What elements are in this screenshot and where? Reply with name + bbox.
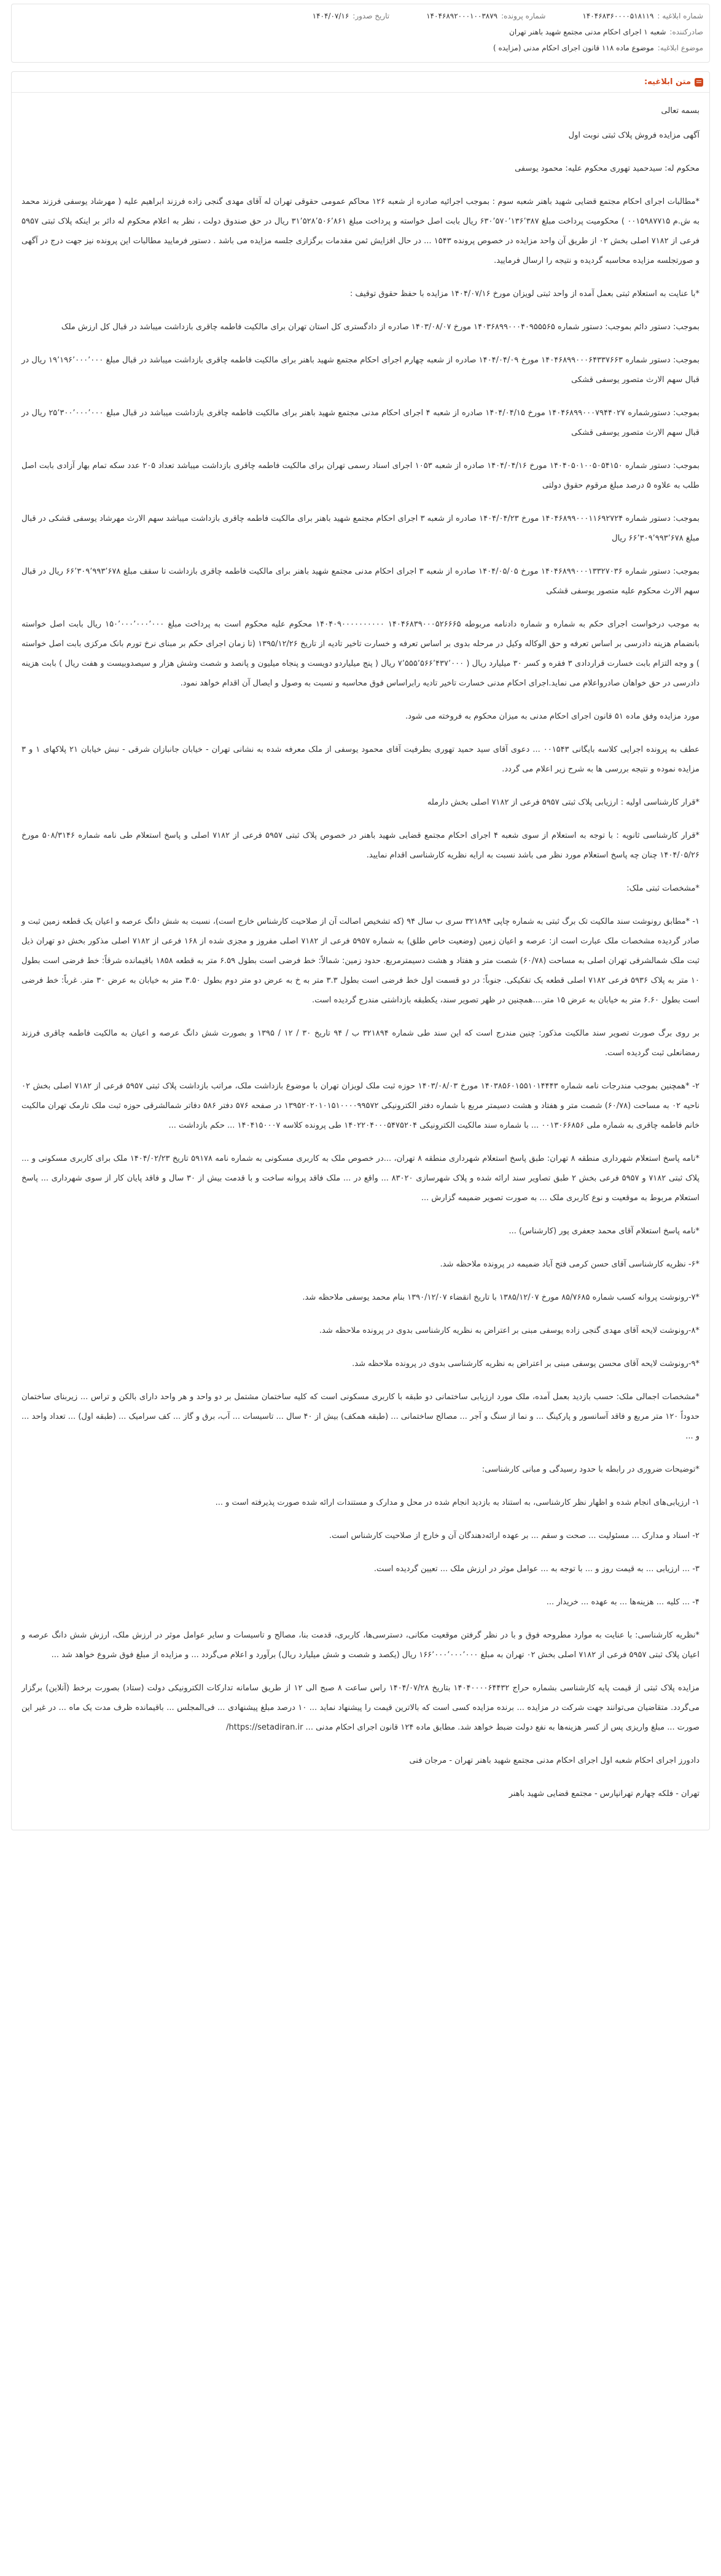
- notice-paragraph: *مشخصات ثبتی ملک:: [626, 884, 700, 893]
- notice-paragraph: به موجب درخواست اجرای حکم به شماره و شماره دادنامه مربوطه ۱۴۰۴۶۸۳۹۰۰۰۵۲۶۶۶۵ ۱۴۰۴۰۹۰۰۰۰۰۰۰۰۰۰ محکوم علیه محکوم است به پرداخت مبلغ ۱۵۰٬۰۰۰٬۰۰۰٬۰۰۰ ریال بابت اصل خواسته بانضمام هزینه دادرسی بر اساس تعرفه و حق الوکاله وکیل در مرحله بدوی بر اساس تعرفه و خسارت تاخیر تادیه از تاریخ ۱۳۹۵/۱۲/۲۶ (تا زمان اجرای حکم بر مبنای نرخ تورم بانک مرکزی بابت اصل خواسته ) و وجه التزام بابت خسارت قراردادی ۳ فقره و کسر ۳۰ میلیارد ریال ( ۷٬۵۵۵٬۵۶۶٬۴۳۷٬۰۰۰ ریال ( پنج میلیاردو دویست و پنجاه میلیون و پانصد و شصت وشش هزار و سیصدوبیست و هفت ریال ) بابت هزینه دادرسی در حق خواهان صادرواعلام می نماید.اجرای احکام مدنی خسارت تاخیر تادیه رابراساس فوق محاسبه و نسبت به وصول و ایصال آن اقدام خواهد نمود.: [21, 620, 700, 688]
- notice-paragraph: آگهی مزایده فروش پلاک ثبتی نوبت اول: [568, 131, 700, 140]
- notice-paragraph: بموجب: دستور شماره ۱۴۰۴۶۸۹۹۰۰۰۶۴۳۳۷۶۶۳ مورخ ۱۴۰۴/۰۴/۰۹ صادره از شعبه چهارم اجرای احکام مجتمع شهید باهنر برای مالکیت فاطمه چاقری بازداشت میباشد در قبال مبلغ ۱۹٬۱۹۶٬۰۰۰٬۰۰۰ ریال در قبال سهم الارث متصور یوسفی قشکی: [21, 356, 700, 384]
- notice-paragraph: بموجب: دستورشماره ۱۴۰۴۶۸۹۹۰۰۰۷۹۴۴۰۲۷ مورخ ۱۴۰۴/۰۴/۱۵ صادره از شعبه ۴ اجرای احکام مدنی مجتمع شهید باهنر برای مالکیت فاطمه چاقری بازداشت میباشد در قبال مبلغ ۲۵٬۳۰۰٬۰۰۰٬۰۰۰ ریال در قبال سهم الارث متصور یوسفی قشکی: [21, 408, 700, 437]
- subject-value: موضوع ماده ۱۱۸ قانون اجرای احکام مدنی (مزایده ): [493, 44, 654, 52]
- notice-paragraph: *نامه پاسخ استعلام آقای محمد جعفری پور (کارشناس) ...: [509, 1227, 700, 1236]
- notice-paragraph: *نظریه کارشناسی: با عنایت به موارد مطروحه فوق و با در نظر گرفتن موقعیت مکانی، دسترسی‌ها، کاربری، قدمت بنا، مصالح و تاسیسات و سایر عوامل موثر در ارزش ملک، ارزش شش دانگ عرصه و اعیان پلاک ثبتی ۵۹۵۷ فرعی از ۷۱۸۲ اصلی بخش ۰۲ تهران به مبلغ ۱۶۶٬۰۰۰٬۰۰۰٬۰۰۰ ریال (یکصد و شصت و شش میلیارد ریال) برآورد و اعلام می‌گردد ... و مزایده از مبلغ فوق شروع خواهد شد ...: [21, 1631, 700, 1660]
- notice-paragraph: *با عنایت به استعلام ثبتی بعمل آمده از واحد ثبتی لویزان مورخ ۱۴۰۴/۰۷/۱۶ مزایده با حفظ حقوق توقیف :: [349, 289, 700, 299]
- issuer-label: صادرکننده:: [669, 28, 703, 36]
- notice-paragraph: ۳- ... ارزیابی ... به قیمت روز و ... با توجه به ... عوامل موثر در ارزش ملک ... تعیین گردیده است.: [373, 1564, 700, 1574]
- notice-paragraph: *قرار کارشناسی ثانویه : با توجه به استعلام از سوی شعبه ۴ اجرای احکام مجتمع قضایی شهید باهنر در خصوص پلاک ثبتی ۵۹۵۷ فرعی از ۷۱۸۲ اصلی و پاسخ استعلام طی نامه شماره ۵۰۸/۳۱۴۶ مورخ ۱۴۰۴/۰۵/۲۶ چنان چه پاسخ استعلام مورد نظر می باشد نسبت به ارایه نظریه کارشناسی اقدام نمایید.: [21, 831, 700, 860]
- notice-number-value: ۱۴۰۴۶۸۳۶۰۰۰۰۵۱۸۱۱۹: [582, 12, 654, 20]
- notice-number-label: شماره ابلاغیه :: [657, 12, 703, 20]
- card-title: متن ابلاغیه:: [644, 77, 691, 87]
- notice-paragraph: مزایده پلاک ثبتی از قیمت پایه کارشناسی بشماره حراج ۱۴۰۴۰۰۰۰۶۴۴۳۲ بتاریخ ۱۴۰۴/۰۷/۲۸ راس ساعت ۸ صبح الی ۱۲ از طریق سامانه تدارکات الکترونیکی دولت (ستاد) بصورت برخط (آنلاین) برگزار می‌گردد. متقاضیان می‌توانند جهت شرکت در مزایده ... برنده مزایده کسی است که بالاترین قیمت را پیشنهاد نماید ... ۱۰ درصد مبلغ پیشنهادی ... فی‌المجلس ... باقیمانده ظرف مدت یک ماه ... در غیر این صورت ... مبلغ واریزی پس از کسر هزینه‌ها به نفع دولت ضبط خواهد شد. مطابق ماده ۱۲۴ قانون اجرای احکام مدنی ... https://setadiran.ir/: [21, 1684, 700, 1732]
- notice-paragraph: ۲- اسناد و مدارک ... مسئولیت ... صحت و سقم ... بر عهده ارائه‌دهندگان آن و خارج از صلاحیت کارشناس است.: [329, 1531, 700, 1540]
- notice-paragraph: *توضیحات ضروری در رابطه با حدود رسیدگی و مبانی کارشناسی:: [481, 1465, 700, 1474]
- issue-date-label: تاریخ صدور:: [353, 12, 390, 20]
- subject: [493, 44, 703, 52]
- notice-paragraph: *مشخصات اجمالی ملک: حسب بازدید بعمل آمده، ملک مورد ارزیابی ساختمانی دو طبقه با کاربری مسکونی است که کلیه ساختمان مشتمل بر دو واحد و هر واحد دارای بالکن و تراس ... زیربنای ساختمان حدوداً ۱۲۰ متر مربع و فاقد آسانسور و پارکینگ ... و نما از سنگ و آجر ... مصالح ساختمانی ... (طبقه همکف) بیش از ۴۰ سال ... تاسیسات ... آب، برق و گاز ... کف سرامیک ... (طبقه اول) ... تعداد واحد ... و ...: [21, 1392, 700, 1441]
- issue-date-value: ۱۴۰۴/۰۷/۱۶: [312, 12, 349, 20]
- notice-paragraph: *۶- نظریه کارشناسی آقای حسن کرمی فتح آباد ضمیمه در پرونده ملاحظه شد.: [440, 1260, 700, 1269]
- notice-paragraph: بر روی برگ صورت تصویر سند مالکیت مذکور: چنین مندرج است که این سند طی شماره ۳۲۱۸۹۴ ب / ۹۴ تاریخ ۳۰ / ۱۲ / ۱۳۹۵ و بصورت شش دانگ عرصه و اعیان به مالکیت فاطمه چاقری فرزند رمضانعلی ثبت گردیده است.: [21, 1029, 700, 1058]
- notice-paragraph: دادورز اجرای احکام شعبه اول اجرای احکام مدنی مجتمع شهید باهنر تهران - مرجان فنی: [409, 1756, 700, 1765]
- notice-paragraph: *قرار کارشناسی اولیه : ارزیابی پلاک ثبتی ۵۹۵۷ فرعی از ۷۱۸۲ اصلی بخش دارمله: [427, 798, 700, 807]
- header-row-issuer: [18, 24, 703, 40]
- notice-paragraph: *۹-رونوشت لایحه آقای محسن یوسفی مبنی بر اعتراض به نظریه کارشناسی بدوی در پرونده ملاحظه شد.: [352, 1359, 700, 1368]
- notice-paragraph: ۱- ارزیابی‌های انجام شده و اظهار نظر کارشناسی، به استناد به بازدید انجام شده در محل و مدارک و مستندات ارائه شده صورت پذیرفته است و ...: [215, 1498, 700, 1507]
- notice-paragraph: بموجب: دستور شماره ۱۴۰۴۶۸۹۹۰۰۰۱۳۳۲۷۰۳۶ مورخ ۱۴۰۴/۰۵/۰۵ صادره از شعبه ۳ اجرای احکام مدنی مجتمع شهید باهنر برای مالکیت فاطمه چاقری بازداشت تا سقف مبلغ ۶۶٬۳۰۹٬۹۹۳٬۶۷۸ ریال در قبال سهم الارث محکوم علیه متصور یوسفی قشکی: [21, 567, 700, 596]
- notice-paragraph: بسمه تعالی: [661, 106, 700, 115]
- header-row-subject: [18, 40, 703, 56]
- issuer-value: شعبه ۱ اجرای احکام مدنی مجتمع شهید باهنر تهران: [509, 28, 666, 36]
- notice-paragraph: عطف به پرونده اجرایی کلاسه بایگانی ۰۰۱۵۴۳ ... دعوی آقای سید حمید تهوری بطرفیت آقای محمود یوسفی از ملک معرفه شده به نشانی تهران - خیابان جانبازان شرقی - نبش خیابان ۲۱ پلاکهای ۱ و ۳ مزایده نموده و نتیجه بررسی ها به شرح زیر اعلام می گردد.: [21, 745, 700, 774]
- notice-body: [12, 93, 709, 1830]
- notice-paragraph: بموجب: دستور شماره ۱۴۰۴۰۵۰۱۰۰۵۰۵۴۱۵۰ مورخ ۱۴۰۴/۰۴/۱۶ صادره از شعبه ۱۰۵۳ اجرای اسناد رسمی تهران برای مالکیت فاطمه چاقری بازداشت میباشد تعداد ۲۰۵ عدد سکه تمام بهار آزادی بابت اصل طلب به علاوه ۵ درصد مبلغ مرقوم حقوق دولتی: [21, 461, 700, 490]
- header-row-ids: [18, 8, 703, 24]
- notice-paragraph: *نامه پاسخ استعلام شهرداری منطقه ۸ تهران: طبق پاسخ استعلام شهرداری منطقه ۸ تهران، ...در خصوص ملک به کاربری مسکونی به شماره نامه ۵۹۱۷۸ تاریخ ۱۴۰۴/۰۲/۲۳ ملک برای کاربری مسکونی و ... پلاک ثبتی ۷۱۸۲ و ۵۹۵۷ فرعی بخش ۲ طبق تصاویر سند ارائه شده و پلاک شهرسازی ۸۳۰۲۰ ... واقع در ... ملک فاقد پروانه ساخت و با قدمت بیش از ۳۰ سال و فاقد پایان کار از سوی شهرداری ... پاسخ استعلام مربوط به موقعیت و نوع کاربری ملک ... به صورت تصویر ضمیمه گزارش ...: [21, 1154, 700, 1203]
- notice-paragraph: بموجب: دستور شماره ۱۴۰۴۶۸۹۹۰۰۰۱۱۶۹۲۷۲۴ مورخ ۱۴۰۴/۰۴/۲۳ صادره از شعبه ۳ اجرای احکام مجتمع شهید باهنر برای مالکیت فاطمه چاقری بازداشت میباشد سهم الارث مهرشاد یوسفی قشکی در قبال مبلغ ۶۶٬۳۰۹٬۹۹۳٬۶۷۸ ریال: [21, 514, 700, 543]
- notice-paragraph: ۴- ... کلیه ... هزینه‌ها ... به عهده ... خریدار ...: [546, 1598, 700, 1607]
- notice-paragraph: *۸-رونوشت لایحه آقای مهدی گنجی زاده یوسفی مبنی بر اعتراض به نظریه کارشناسی بدوی در پرونده ملاحظه شد.: [319, 1326, 700, 1335]
- document-icon: [695, 78, 703, 87]
- notice-paragraph: *مطالبات اجرای احکام مجتمع قضایی شهید باهنر شعبه سوم : بموجب اجرائیه صادره از شعبه ۱۲۶ محاکم عمومی حقوقی تهران له آقای مهدی گنجی زاده فرزند ابراهیم علیه ( مهرشاد یوسفی فرزند محمد به ش.م ۰۰۱۵۹۸۷۷۱۵ ) محکومیت پرداخت مبلغ ۶۳۰٬۵۷۰٬۱۳۶٬۳۸۷ ریال بابت اصل خواسته و پرداخت مبلغ ۳۱٬۵۲۸٬۵۰۶٬۸۶۱ ریال در حق صندوق دولت ، نظر به اعلام محکوم له دائر بر اینکه پلاک ثبتی ۵۹۵۷ فرعی از ۷۱۸۲ اصلی بخش ۰۲ از طریق آن واحد مزایده در خصوص پرونده ۱۵۴۳ ... در حال افزایش ثمن مقدمات برگزاری جلسه مزایده می باشد . دستور فرمایید مطالبات این پرونده نیز جهت درج در آگهی و صورتجلسه مزایده محاسبه گردیده و نتیجه را ارسال فرمایید.: [21, 197, 700, 265]
- notice-text-card: [11, 71, 710, 1830]
- case-number: [426, 12, 545, 20]
- notice-paragraph: تهران - فلکه چهارم تهرانپارس - مجتمع قضایی شهید باهنر: [509, 1789, 700, 1798]
- notice-paragraph: ۲- *همچنین بموجب مندرجات نامه شماره ۱۴۰۳۸۵۶۰۱۵۵۱۰۱۴۴۴۳ مورخ ۱۴۰۳/۰۸/۰۳ حوزه ثبت ملک لویزان تهران با موضوع بازداشت ملک، مراتب بازداشت پلاک ثبتی ۵۹۵۷ فرعی از ۷۱۸۲ اصلی بخش ۰۲ ناحیه ۰۲ به مساحت (۶۰/۷۸) شصت متر و هفتاد و هشت دسیمتر مربع با شماره دفتر الکترونیکی ۱۳۹۵۲۰۲۰۱۰۱۵۱۰۰۰۰۹۹۵۷۲ در صفحه ۵۷۶ دفتر ۵۸۶ دفاتر شمالشرقی حوزه ثبت ملک تارمک تهران مالکیت خانم فاطمه چاقری به شماره ملی ۰۰۱۳۰۶۶۸۵۶ ... با شماره سند مالکیت الکترونیکی ۱۴۰۲۲۰۴۰۰۰۵۴۷۵۲۰۴ طی پرونده کلاسه ۱۴۰۴۱۵۰۰۰۷ ... حکم بازداشت ...: [21, 1082, 700, 1130]
- issue-date: [313, 12, 389, 20]
- notice-paragraph: ۱- *مطابق رونوشت سند مالکیت تک برگ ثبتی به شماره چاپی ۳۲۱۸۹۴ سری ب سال ۹۴ (که تشخیص اصالت آن از صلاحیت کارشناس خارج است)، نسبت به شش دانگ عرصه و اعیان یک قطعه زمین ثبت و صادر گردیده مشخصات ملک عبارت است از: عرصه و اعیان زمین (وضعیت خاص طلق) به شماره ۵۹۵۷ فرعی از ۷۱۸۲ اصلی مفروز و مجزی شده از ۱۶۸ فرعی از ۷۱۸۲ اصلی مذکور بخش دو تهران ذیل ثبت ملک شمالشرقی تهران اصلی به مساحت (۶۰/۷۸) شصت متر و هفتاد و هشت دسیمترمربع. حدود زمین: شمالاً: خط فرضی است بطول ۶.۵۹ متر به قطعه ۱۸۵۸ باقیمانده شرقاً: خط فرضی است بطول ۱۰ متر به پلاک ۵۹۳۶ فرعی ۷۱۸۲ اصلی قطعه یک تفکیکی. جنوباً: در دو قسمت اول خط فرضی است بطول ۳.۳ متر به خ به عرض دو متر دوم بطول ۳.۵۰ متر به خیابان به عرض ۳۰ متر. غرباً: خط فرضی است بطول ۶.۶۰ متر به خیابان به عرض ۱۵ متر....همچنین در ظهر تصویر سند، یکطبقه بازداشتی مندرج گردیده است.: [21, 917, 700, 1005]
- notice-number: [582, 12, 703, 20]
- notice-header: [11, 4, 710, 63]
- notice-paragraph: محکوم له: سیدحمید تهوری محکوم علیه: محمود یوسفی: [515, 164, 700, 173]
- notice-paragraph: مورد مزایده وفق ماده ۵۱ قانون اجرای احکام مدنی به میزان محکوم به فروخته می شود.: [405, 712, 700, 721]
- issuer: [509, 28, 703, 36]
- notice-paragraph: *۷-رونوشت پروانه کسب شماره ۸۵/۷۶۸۵ مورخ ۱۳۸۵/۱۲/۰۷ با تاریخ انقضاء ۱۳۹۰/۱۲/۰۷ بنام محمد یوسفی ملاحظه شد.: [302, 1293, 700, 1302]
- case-number-value: ۱۴۰۴۶۸۹۲۰۰۰۱۰۰۳۸۷۹: [426, 12, 498, 20]
- subject-label: موضوع ابلاغیه:: [657, 44, 703, 52]
- notice-paragraph: بموجب: دستور دائم بموجب: دستور شماره ۱۴۰۳۶۸۹۹۰۰۰۴۰۹۵۵۵۶۵ مورخ ۱۴۰۳/۰۸/۰۷ صادره از دادگستری کل استان تهران برای مالکیت فاطمه چاقری بازداشت میباشد در قبال کل ارزش ملک: [61, 322, 700, 332]
- card-header: [12, 72, 709, 93]
- case-number-label: شماره پرونده:: [501, 12, 546, 20]
